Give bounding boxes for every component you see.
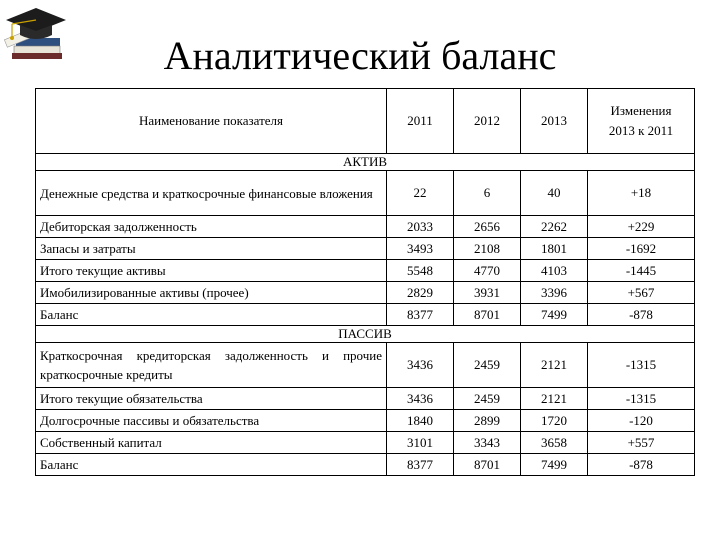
cell-change: +18 xyxy=(588,171,695,216)
cell-2013: 7499 xyxy=(521,454,588,476)
row-name: Итого текущие обязательства xyxy=(36,388,387,410)
header-2013: 2013 xyxy=(521,89,588,154)
row-name: Краткосрочная кредиторская задолженность и прочие краткосрочные кредиты xyxy=(36,343,387,388)
row-name: Запасы и затраты xyxy=(36,238,387,260)
row-name: Собственный капитал xyxy=(36,432,387,454)
cell-change: -1315 xyxy=(588,343,695,388)
row-name: Баланс xyxy=(36,304,387,326)
cell-change: -1315 xyxy=(588,388,695,410)
cell-2013: 3658 xyxy=(521,432,588,454)
header-2011: 2011 xyxy=(387,89,454,154)
cell-change: -1445 xyxy=(588,260,695,282)
header-2012: 2012 xyxy=(454,89,521,154)
cell-2012: 8701 xyxy=(454,454,521,476)
table-row xyxy=(36,238,695,260)
cell-2012: 8701 xyxy=(454,304,521,326)
cell-2011: 1840 xyxy=(387,410,454,432)
cell-2011: 22 xyxy=(387,171,454,216)
cell-change: -878 xyxy=(588,304,695,326)
table-row xyxy=(36,260,695,282)
cell-2012: 4770 xyxy=(454,260,521,282)
table-row xyxy=(36,454,695,476)
cell-2012: 3343 xyxy=(454,432,521,454)
header-row xyxy=(36,89,695,154)
page-title: Аналитический баланс xyxy=(163,33,557,78)
cell-2013: 1801 xyxy=(521,238,588,260)
section-row xyxy=(36,154,695,171)
cell-change: +567 xyxy=(588,282,695,304)
cell-2012: 3931 xyxy=(454,282,521,304)
row-name: Баланс xyxy=(36,454,387,476)
section-row xyxy=(36,326,695,343)
cell-change: -1692 xyxy=(588,238,695,260)
cell-2011: 3493 xyxy=(387,238,454,260)
cell-2013: 4103 xyxy=(521,260,588,282)
balance-table xyxy=(35,88,695,476)
section-asset: АКТИВ xyxy=(36,154,695,171)
header-change-line1: Изменения xyxy=(610,103,672,118)
table-row xyxy=(36,410,695,432)
cell-2013: 2262 xyxy=(521,216,588,238)
cell-2012: 6 xyxy=(454,171,521,216)
cell-2011: 3436 xyxy=(387,343,454,388)
cell-2012: 2108 xyxy=(454,238,521,260)
cell-2012: 2656 xyxy=(454,216,521,238)
header-change-line2: 2013 к 2011 xyxy=(608,123,674,138)
table-row xyxy=(36,432,695,454)
cell-2013: 40 xyxy=(521,171,588,216)
cell-2011: 2033 xyxy=(387,216,454,238)
cell-2011: 3436 xyxy=(387,388,454,410)
header-name: Наименование показателя xyxy=(36,89,387,154)
cell-2012: 2459 xyxy=(454,388,521,410)
cell-2012: 2899 xyxy=(454,410,521,432)
cell-2011: 3101 xyxy=(387,432,454,454)
table-row xyxy=(36,171,695,216)
table-row xyxy=(36,343,695,388)
row-name: Денежные средства и краткосрочные финансовые вложения xyxy=(36,171,387,216)
section-liabilities: ПАССИВ xyxy=(36,326,695,343)
cell-2011: 5548 xyxy=(387,260,454,282)
cell-2013: 2121 xyxy=(521,343,588,388)
cell-2011: 8377 xyxy=(387,304,454,326)
cell-2013: 2121 xyxy=(521,388,588,410)
table-row xyxy=(36,304,695,326)
table-row xyxy=(36,388,695,410)
table-row xyxy=(36,216,695,238)
cell-change: -878 xyxy=(588,454,695,476)
cell-2013: 1720 xyxy=(521,410,588,432)
cell-2013: 3396 xyxy=(521,282,588,304)
cell-2011: 8377 xyxy=(387,454,454,476)
cell-change: -120 xyxy=(588,410,695,432)
row-name: Итого текущие активы xyxy=(36,260,387,282)
cell-change: +557 xyxy=(588,432,695,454)
row-name: Долгосрочные пассивы и обязательства xyxy=(36,410,387,432)
table-row xyxy=(36,282,695,304)
header-change xyxy=(588,89,695,154)
row-name: Имобилизированные активы (прочее) xyxy=(36,282,387,304)
cell-2013: 7499 xyxy=(521,304,588,326)
row-name: Дебиторская задолженность xyxy=(36,216,387,238)
cell-2011: 2829 xyxy=(387,282,454,304)
cell-2012: 2459 xyxy=(454,343,521,388)
cell-change: +229 xyxy=(588,216,695,238)
